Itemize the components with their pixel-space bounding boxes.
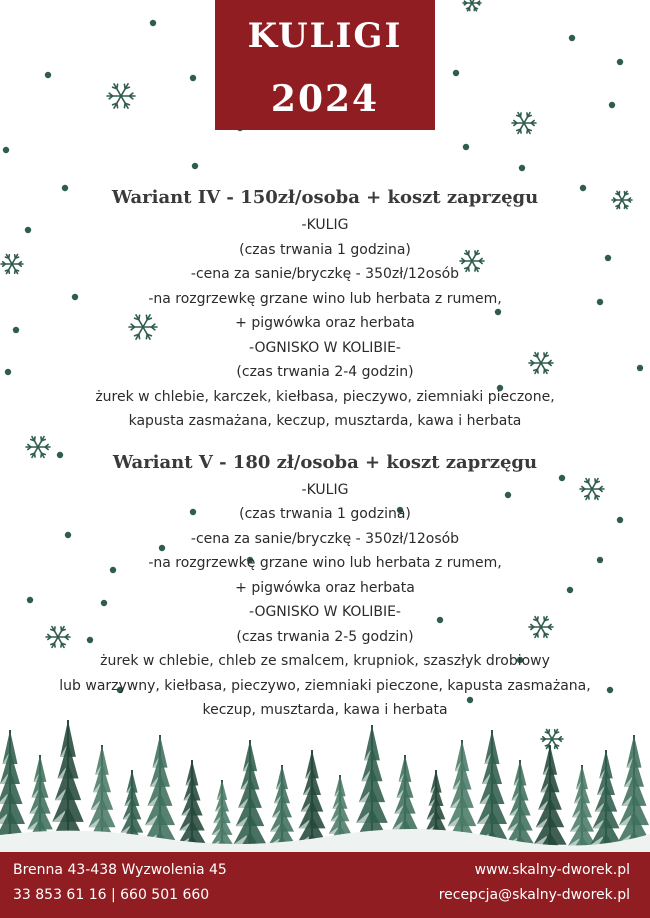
snowflake-icon — [541, 729, 563, 748]
title-year: 2024 — [270, 78, 380, 120]
title-kuligi: KULIGI — [247, 16, 403, 56]
variant-line: -OGNISKO W KOLIBIE- — [249, 339, 401, 356]
footer-email-link[interactable]: recepcja@skalny-dworek.pl — [438, 887, 630, 903]
snow-dot — [150, 20, 156, 26]
variant-v — [0, 448, 650, 723]
snow-dot — [609, 102, 615, 108]
variant-line: -cena za sanie/bryczkę - 350zł/12osób — [190, 266, 460, 282]
footer-website-link[interactable]: www.skalny-dworek.pl — [474, 862, 630, 878]
snow-dot — [192, 163, 198, 169]
variant-line: keczup, musztarda, kawa i herbata — [202, 702, 448, 718]
offer-content — [0, 183, 650, 723]
snowflake-icon — [107, 84, 135, 108]
snowflake-icon — [512, 113, 536, 134]
variant-line: (czas trwania 2-4 godzin) — [236, 364, 414, 380]
footer-phones: 33 853 61 16 | 660 501 660 — [13, 887, 210, 903]
snow-dot — [519, 165, 525, 171]
snow-dot — [3, 147, 9, 153]
title-banner — [215, 0, 435, 130]
snow-dot — [190, 75, 196, 81]
footer-address: Brenna 43-438 Wyzwolenia 45 — [13, 862, 227, 878]
snow-dot — [453, 70, 459, 76]
variant-line: żurek w chlebie, chleb ze smalcem, krupniok, szaszłyk drobiowy — [100, 653, 550, 669]
variant-line: + pigwówka oraz herbata — [235, 315, 415, 331]
contact-footer — [0, 852, 650, 918]
snow-dot — [463, 144, 469, 150]
variant-iv-heading: Wariant IV - 150zł/osoba + koszt zaprzęgu — [111, 187, 539, 208]
variant-line: (czas trwania 1 godzina) — [239, 506, 411, 522]
snow-dot — [45, 72, 51, 78]
variant-line: (czas trwania 2-5 godzin) — [236, 628, 414, 645]
variant-line: + pigwówka oraz herbata — [235, 579, 415, 596]
variant-line: -na rozgrzewkę grzane wino lub herbata z rumem, — [148, 555, 502, 571]
variant-line: -na rozgrzewkę grzane wino lub herbata z rumem, — [148, 290, 502, 307]
snow-dot — [569, 35, 575, 41]
variant-line: -cena za sanie/bryczkę - 350zł/12osób — [190, 530, 460, 547]
variant-line: lub warzywny, kiełbasa, pieczywo, ziemniaki pieczone, kapusta zasmażana, — [59, 677, 591, 694]
variant-iv — [0, 183, 650, 434]
variant-line: kapusta zasmażana, keczup, musztarda, kawa i herbata — [128, 413, 522, 429]
variant-line: -KULIG — [301, 217, 349, 233]
variant-v-heading: Wariant V - 180 zł/osoba + koszt zaprzęgu — [112, 451, 538, 473]
snow-dot — [617, 59, 623, 65]
snowflake-icon — [463, 0, 481, 11]
variant-line: -OGNISKO W KOLIBIE- — [249, 604, 401, 620]
variant-line: -KULIG — [301, 481, 349, 498]
variant-line: (czas trwania 1 godzina) — [239, 241, 411, 258]
variant-line: żurek w chlebie, karczek, kiełbasa, pieczywo, ziemniaki pieczone, — [95, 388, 555, 405]
